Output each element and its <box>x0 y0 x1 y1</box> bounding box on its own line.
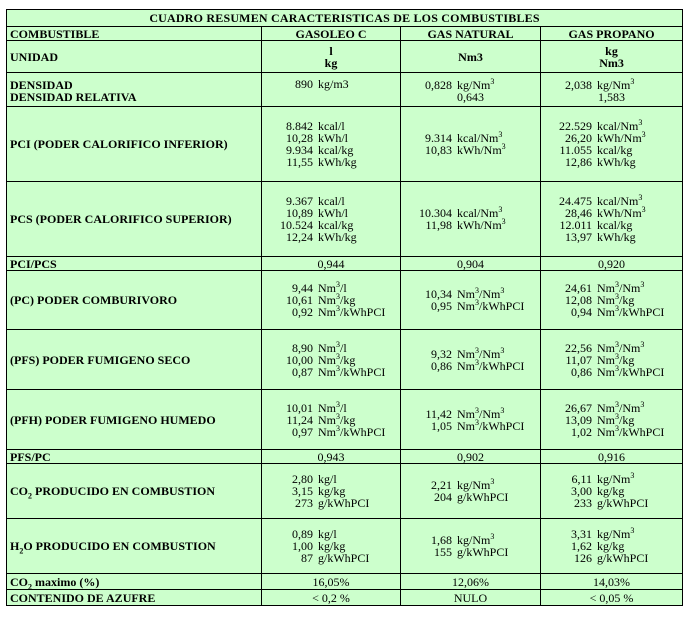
co2max-gasoleo: 16,05% <box>262 574 401 590</box>
header-propano: GAS PROPANO <box>541 27 683 41</box>
value: 0,92 <box>292 305 313 319</box>
value: 0,87 <box>292 364 313 379</box>
value: 9,32 <box>431 346 452 361</box>
value: 9.314 <box>425 131 452 145</box>
unit: Nm$^3$/kg <box>318 411 356 427</box>
unit: kg/kg <box>597 539 625 553</box>
pfh-label: (PFH) PODER FUMIGENO HUMEDO <box>7 390 262 450</box>
h2o-row <box>7 519 683 574</box>
azufre-propano: < 0,05 % <box>541 590 683 606</box>
value: 12,86 <box>565 155 592 169</box>
value: 10,34 <box>425 287 452 301</box>
value-line <box>541 363 682 379</box>
pfs-propano <box>541 330 683 390</box>
value: 11.055 <box>559 143 592 157</box>
pfspc-natural: 0,902 <box>401 450 541 464</box>
value: 6,11 <box>571 472 592 486</box>
h2o-natural <box>401 519 541 574</box>
unit: kWh/kg <box>318 230 357 244</box>
value-line <box>401 300 540 312</box>
value-list <box>401 405 540 433</box>
co2-propano <box>541 464 683 519</box>
unit: kWh/Nm$^3$ <box>457 217 506 232</box>
unit: kWh/Nm$^3$ <box>597 130 646 145</box>
unidad-gasoleo-1: l <box>329 43 333 58</box>
unit: Nm$^3$/kg <box>597 411 635 427</box>
unit: kg/Nm$^3$ <box>597 526 635 541</box>
h2o-label: $H_2O$ PRODUCIDO EN COMBUSTION <box>7 519 262 574</box>
value: 9,44 <box>292 281 313 295</box>
value: 1,62 <box>571 539 592 553</box>
value-list <box>262 195 400 243</box>
value: 204 <box>434 490 452 504</box>
unit: Nm$^3$/kg <box>597 292 635 307</box>
pc-propano <box>541 271 683 330</box>
unidad-gasoleo <box>262 41 401 73</box>
unit: Nm$^3$/kWhPCI <box>597 423 665 439</box>
value: 1,05 <box>431 418 452 433</box>
title-row <box>7 10 683 27</box>
unidad-propano-2: Nm3 <box>599 55 624 70</box>
value-line <box>262 231 400 243</box>
unidad-propano-1: kg <box>605 43 618 58</box>
densidad-label-1: DENSIDAD <box>10 77 73 92</box>
pcs-label: PCS (PODER CALORIFICO SUPERIOR) <box>7 182 262 257</box>
unit: kWh/kg <box>597 155 636 169</box>
pc-gasoleo <box>262 271 401 330</box>
unit: Nm$^3$/Nm$^3$ <box>457 286 505 301</box>
pci-row <box>7 107 683 182</box>
unit: kcal/kg <box>597 218 633 232</box>
densidad-relativa-propano: 1,583 <box>598 89 626 104</box>
unit: g/kWhPCI <box>457 490 509 504</box>
co2max-propano: 14,03% <box>541 574 683 590</box>
value: 10,28 <box>286 131 313 145</box>
value: 0,86 <box>571 364 592 379</box>
value-list <box>541 195 682 243</box>
value-line <box>541 156 682 168</box>
unit: kWh/kg <box>597 230 636 244</box>
value-line <box>401 491 540 503</box>
unit: kWh/kg <box>318 155 357 169</box>
unit: Nm$^3$/kWhPCI <box>318 304 386 319</box>
value: 10,01 <box>286 400 313 415</box>
value: 0,94 <box>571 305 592 319</box>
value: 10,61 <box>286 293 313 307</box>
co2-gasoleo <box>262 464 401 519</box>
unit: kcal/Nm$^3$ <box>597 118 643 133</box>
value-list <box>401 345 540 373</box>
header-row <box>7 27 683 41</box>
unit: kg/m3 <box>318 76 349 91</box>
value: 12,08 <box>565 293 592 307</box>
pcipcs-row <box>7 257 683 271</box>
value: 8,90 <box>292 340 313 355</box>
unit: kcal/kg <box>318 218 354 232</box>
value: 24,61 <box>565 281 592 295</box>
co2max-label: $CO_2$ maximo (%) <box>7 574 262 590</box>
pfs-natural <box>401 330 541 390</box>
pcs-propano <box>541 182 683 257</box>
value: 2,80 <box>292 472 313 486</box>
value: 3,00 <box>571 484 592 498</box>
densidad-row <box>7 73 683 107</box>
value: 0,86 <box>431 358 452 373</box>
pc-row <box>7 271 683 330</box>
unit: kcal/Nm$^3$ <box>597 193 643 208</box>
pcipcs-propano: 0,920 <box>541 257 683 271</box>
value: 11,07 <box>565 352 592 367</box>
value: 10.304 <box>419 206 452 220</box>
densidad-gasoleo <box>262 73 401 107</box>
pfspc-row <box>7 450 683 464</box>
pfh-gasoleo <box>262 390 401 450</box>
co2max-natural: 12,06% <box>401 574 541 590</box>
pcs-gasoleo <box>262 182 401 257</box>
value: 11,42 <box>425 406 452 421</box>
pci-propano <box>541 107 683 182</box>
azufre-row <box>7 590 683 606</box>
value: 1,00 <box>292 539 313 553</box>
value-line <box>262 306 400 318</box>
value-line <box>541 552 682 564</box>
value: 10,00 <box>286 352 313 367</box>
value-list <box>401 207 540 231</box>
value-line <box>541 423 682 439</box>
value: 24.475 <box>559 194 592 208</box>
value: 1,02 <box>571 424 592 439</box>
unit: kcal/l <box>318 194 345 208</box>
unidad-gasoleo-2: kg <box>324 55 338 70</box>
unit: kg/Nm$^3$ <box>457 76 495 92</box>
unit: Nm$^3$/kg <box>318 292 356 307</box>
value: 3,31 <box>571 527 592 541</box>
unit: g/kWhPCI <box>318 496 370 510</box>
value: 126 <box>574 551 592 565</box>
unit: g/kWhPCI <box>457 545 509 559</box>
unit: Nm$^3$/kWhPCI <box>318 423 386 439</box>
value: 273 <box>295 496 313 510</box>
unit: Nm$^3$/kg <box>597 351 635 367</box>
densidad-label-2: DENSIDAD RELATIVA <box>10 89 137 104</box>
value: 9.934 <box>286 143 313 157</box>
unit: Nm$^3$/Nm$^3$ <box>457 405 505 421</box>
unit: Nm$^3$/Nm$^3$ <box>457 345 505 361</box>
value: 13,97 <box>565 230 592 244</box>
value: 10,89 <box>286 206 313 220</box>
unidad-natural: Nm3 <box>401 41 541 73</box>
pci-label: PCI (PODER CALORIFICO INFERIOR) <box>7 107 262 182</box>
value-line <box>401 144 540 156</box>
header-label: COMBUSTIBLE <box>7 27 262 41</box>
unit: kg/Nm$^3$ <box>457 477 495 492</box>
pfs-row <box>7 330 683 390</box>
header-gasoleo: GASOLEO C <box>262 27 401 41</box>
pcipcs-natural: 0,904 <box>401 257 541 271</box>
value: 22,56 <box>565 340 592 355</box>
co2-natural <box>401 464 541 519</box>
pfspc-gasoleo: 0,943 <box>262 450 401 464</box>
value: 2,21 <box>431 478 452 492</box>
pcipcs-gasoleo: 0,944 <box>262 257 401 271</box>
value: 26,67 <box>565 400 592 415</box>
pc-label: (PC) PODER COMBURIVORO <box>7 271 262 330</box>
value: 87 <box>301 551 313 565</box>
unit: kg/kg <box>318 539 346 553</box>
pfs-label: (PFS) PODER FUMIGENO SECO <box>7 330 262 390</box>
pfh-row <box>7 390 683 450</box>
value-list <box>262 339 400 379</box>
pfs-gasoleo <box>262 330 401 390</box>
value-line <box>541 231 682 243</box>
value-line <box>262 497 400 509</box>
unit: Nm$^3$/kWhPCI <box>597 363 665 379</box>
unit: kWh/l <box>318 206 348 220</box>
value-list <box>541 528 682 564</box>
value-list <box>401 534 540 558</box>
value: 0,828 <box>425 77 452 92</box>
unit: Nm$^3$/Nm$^3$ <box>597 399 645 415</box>
value: 155 <box>434 545 452 559</box>
azufre-gasoleo: < 0,2 % <box>262 590 401 606</box>
unit: kg/Nm$^3$ <box>457 532 495 547</box>
value-list <box>262 473 400 509</box>
unit: kg/l <box>318 527 337 541</box>
unidad-row <box>7 41 683 73</box>
unit: kWh/l <box>318 131 348 145</box>
unit: g/kWhPCI <box>597 551 649 565</box>
unit: Nm$^3$/kWhPCI <box>597 304 665 319</box>
unit: kg/Nm$^3$ <box>597 471 635 486</box>
densidad-relativa-natural: 0,643 <box>457 89 484 104</box>
value-list <box>541 120 682 168</box>
value-list <box>541 282 682 318</box>
pfh-propano <box>541 390 683 450</box>
unit: Nm$^3$/l <box>318 339 347 355</box>
value: 11,98 <box>425 218 452 232</box>
unit: Nm$^3$/kWhPCI <box>457 357 525 373</box>
value: 22.529 <box>559 119 592 133</box>
densidad-natural <box>401 73 541 107</box>
pc-natural <box>401 271 541 330</box>
densidad-propano <box>541 73 683 107</box>
value: 1,68 <box>431 533 452 547</box>
value: 13,09 <box>565 412 592 427</box>
value: 10,83 <box>425 143 452 157</box>
unit: kg/Nm$^3$ <box>597 76 635 92</box>
unit: kWh/Nm$^3$ <box>457 142 506 157</box>
unit: kcal/kg <box>318 143 354 157</box>
value-line <box>262 423 400 439</box>
value: 8.842 <box>286 119 313 133</box>
unit: Nm$^3$/kWhPCI <box>457 417 525 433</box>
unit: kg/kg <box>318 484 346 498</box>
value-line <box>401 546 540 558</box>
value-list <box>262 120 400 168</box>
fuel-characteristics-table <box>6 9 683 606</box>
unit: g/kWhPCI <box>597 496 649 510</box>
value-line <box>541 497 682 509</box>
unit: kg/kg <box>597 484 625 498</box>
value-line <box>401 219 540 231</box>
pci-gasoleo <box>262 107 401 182</box>
unit: Nm$^3$/kWhPCI <box>457 298 525 313</box>
value-line <box>262 156 400 168</box>
value: 0,97 <box>292 424 313 439</box>
pfspc-propano: 0,916 <box>541 450 683 464</box>
unit: Nm$^3$/kg <box>318 351 356 367</box>
value: 11,24 <box>286 412 313 427</box>
value-list <box>541 399 682 439</box>
value: 28,46 <box>565 206 592 220</box>
h2o-gasoleo <box>262 519 401 574</box>
unit: Nm$^3$/Nm$^3$ <box>597 280 645 295</box>
value: 890 <box>295 76 313 91</box>
value: 0,95 <box>431 299 452 313</box>
azufre-natural: NULO <box>401 590 541 606</box>
value: 26,20 <box>565 131 592 145</box>
value-list <box>401 479 540 503</box>
co2max-row <box>7 574 683 590</box>
pcs-natural <box>401 182 541 257</box>
value-line <box>401 357 540 373</box>
unit: kcal/kg <box>597 143 633 157</box>
unit: g/kWhPCI <box>318 551 370 565</box>
value-list <box>262 528 400 564</box>
value: 9.367 <box>286 194 313 208</box>
pcs-row <box>7 182 683 257</box>
unit: Nm$^3$/Nm$^3$ <box>597 339 645 355</box>
co2-row <box>7 464 683 519</box>
unit: kg/l <box>318 472 337 486</box>
unit: Nm$^3$/l <box>318 399 347 415</box>
value-list <box>541 339 682 379</box>
unit: kcal/Nm$^3$ <box>457 205 503 220</box>
value-list <box>401 132 540 156</box>
value-line <box>262 363 400 379</box>
unidad-propano <box>541 41 683 73</box>
value-list <box>541 473 682 509</box>
co2-label: $CO_2$ PRODUCIDO EN COMBUSTION <box>7 464 262 519</box>
value: 10.524 <box>280 218 313 232</box>
unit: kWh/Nm$^3$ <box>597 205 646 220</box>
value-list <box>262 282 400 318</box>
value-line <box>262 552 400 564</box>
pfh-natural <box>401 390 541 450</box>
unit: kcal/Nm$^3$ <box>457 130 503 145</box>
value-list <box>401 288 540 312</box>
pfspc-label: PFS/PC <box>7 450 262 464</box>
unit: Nm$^3$/kWhPCI <box>318 363 386 379</box>
table-title: CUADRO RESUMEN CARACTERISTICAS DE LOS COMBUSTIBLES <box>7 10 683 27</box>
value-list <box>262 399 400 439</box>
value: 0,89 <box>292 527 313 541</box>
value: 12,24 <box>286 230 313 244</box>
value: 12.011 <box>559 218 592 232</box>
value-line <box>401 417 540 433</box>
azufre-label: CONTENIDO DE AZUFRE <box>7 590 262 606</box>
unidad-label: UNIDAD <box>7 41 262 73</box>
h2o-propano <box>541 519 683 574</box>
value: 11,55 <box>286 155 313 169</box>
header-natural: GAS NATURAL <box>401 27 541 41</box>
densidad-label <box>7 73 262 107</box>
pcipcs-label: PCI/PCS <box>7 257 262 271</box>
pci-natural <box>401 107 541 182</box>
unit: Nm$^3$/l <box>318 280 347 295</box>
value: 2,038 <box>565 77 592 92</box>
value-line <box>541 306 682 318</box>
value: 3,15 <box>292 484 313 498</box>
unit: kcal/l <box>318 119 345 133</box>
value: 233 <box>574 496 592 510</box>
